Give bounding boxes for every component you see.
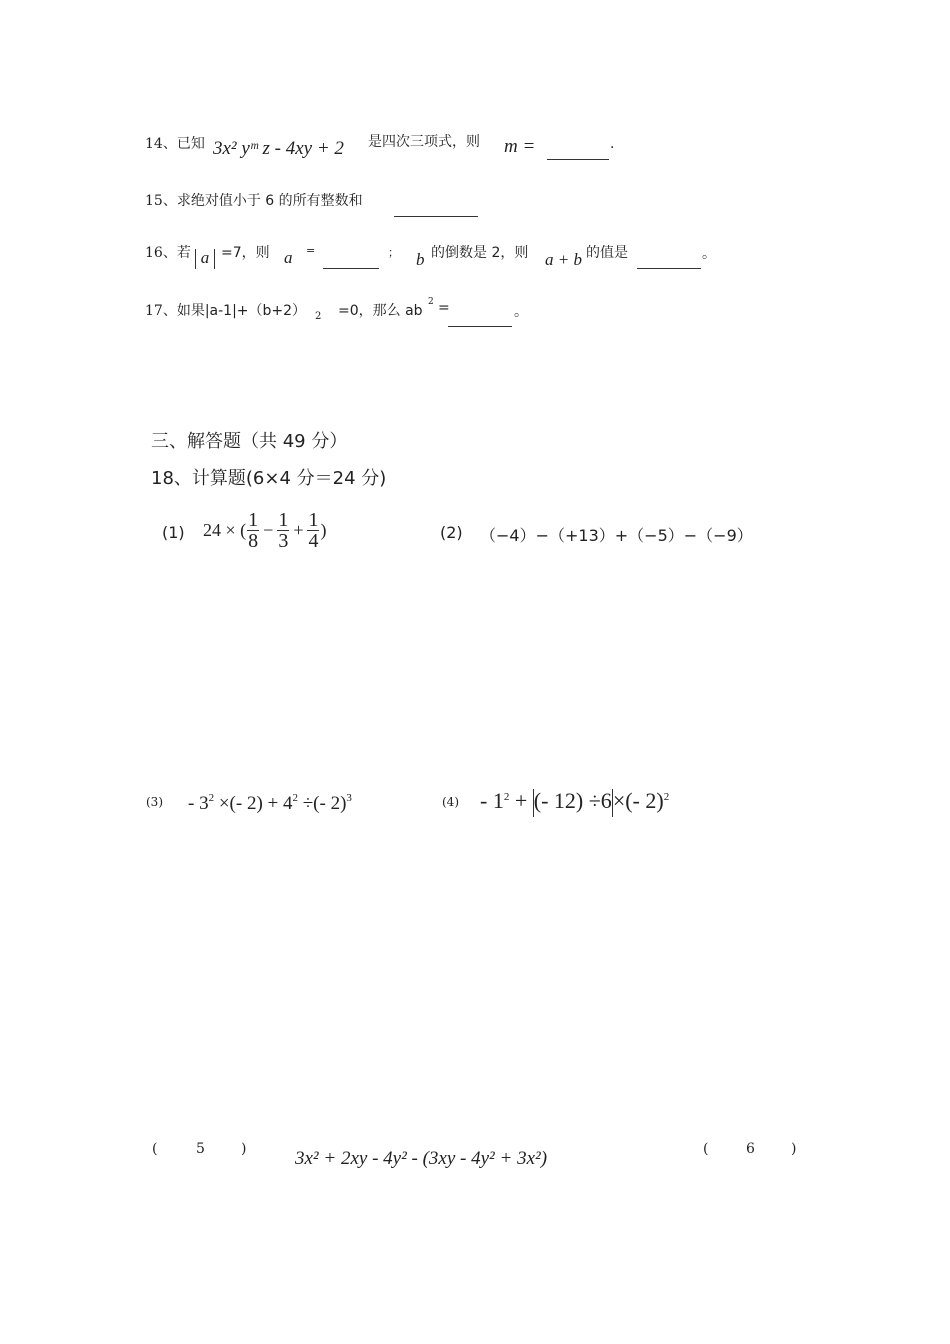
part-1-label: (1) xyxy=(162,523,185,542)
question-text: 求绝对值小于 6 的所有整数和 xyxy=(176,193,363,209)
term: - 1 xyxy=(480,788,504,813)
question-text: 若 xyxy=(176,245,191,261)
part-1-expression xyxy=(203,510,326,551)
exponent: 2 xyxy=(503,791,510,803)
period: 。 xyxy=(702,246,716,262)
denominator: 8 xyxy=(248,530,259,552)
semicolon: ； xyxy=(388,246,399,259)
variable-a: a xyxy=(200,248,210,267)
subscript-2: 2 xyxy=(315,311,322,322)
variable-a: a xyxy=(284,248,293,267)
section-title: 三、解答题（共 49 分） xyxy=(151,431,348,452)
operator-plus: + xyxy=(514,788,528,813)
close-paren: ) xyxy=(320,520,327,540)
exponent: 2 xyxy=(292,792,298,804)
fraction-1-8 xyxy=(247,510,259,551)
exponent: 2 xyxy=(208,792,215,804)
question-18-title: 18、计算题(6×4 分＝24 分) xyxy=(151,468,387,489)
answer-blank[interactable] xyxy=(394,205,478,224)
question-number: 14、 xyxy=(145,136,177,152)
period: . xyxy=(610,136,615,152)
superscript-2: 2 xyxy=(428,297,434,307)
question-text: 如果|a-1|+（b+2） xyxy=(176,303,307,319)
question-text: 的倒数是 2，则 xyxy=(431,245,529,261)
term: - 3 xyxy=(188,793,209,814)
denominator: 3 xyxy=(278,530,289,552)
question-number: 15、 xyxy=(145,193,177,209)
part-5-expression: 3x² + 2xy - 4y² - (3xy - 4y² + 3x²) xyxy=(295,1148,548,1169)
answer-blank-a[interactable] xyxy=(323,257,379,276)
question-text: 已知 xyxy=(176,136,205,152)
polynomial-expression: 3x² yᵐ z - 4xy + 2 xyxy=(213,138,344,159)
fraction-1-4 xyxy=(307,510,319,551)
term: (- 12) ÷6 xyxy=(533,788,612,813)
question-text: =7，则 xyxy=(221,245,270,261)
question-text: 的值是 xyxy=(586,245,628,261)
operator-minus: − xyxy=(263,520,274,540)
abs-bar-left xyxy=(195,249,196,269)
variable-m: m = xyxy=(504,136,536,157)
part-3-expression xyxy=(188,792,352,815)
fraction-1-3 xyxy=(277,510,289,551)
question-14 xyxy=(145,133,205,153)
part-2-label: (2) xyxy=(440,523,463,542)
variable-b: b xyxy=(416,250,425,269)
answer-blank[interactable] xyxy=(547,148,609,167)
part-6-label-close: ) xyxy=(791,1141,797,1157)
part-4-expression xyxy=(480,788,669,817)
numerator: 1 xyxy=(278,509,289,531)
part-5-label-open: ( xyxy=(152,1141,158,1157)
question-17 xyxy=(145,300,306,320)
answer-blank[interactable] xyxy=(448,315,512,334)
part-2-expression: （−4）−（+13）+（−5）−（−9） xyxy=(480,526,753,545)
equals-sign: = xyxy=(306,244,316,257)
part-5-number: 5 xyxy=(196,1141,205,1157)
question-number: 16、 xyxy=(145,245,177,261)
question-number: 17、 xyxy=(145,303,177,319)
answer-blank-sum[interactable] xyxy=(637,257,701,276)
period: 。 xyxy=(514,304,528,320)
numerator: 1 xyxy=(308,509,319,531)
term: ×(- 2) + 4 xyxy=(218,793,293,814)
part-4-label: (4) xyxy=(442,795,459,809)
part-3-label: (3) xyxy=(146,795,163,809)
absolute-value-a xyxy=(195,247,215,269)
part-6-label-open: ( xyxy=(703,1141,709,1157)
abs-bar-right xyxy=(214,249,215,269)
term: ×(- 2) xyxy=(612,788,664,813)
part-5-label-close: ) xyxy=(241,1141,247,1157)
exponent: 3 xyxy=(346,792,352,804)
numerator: 1 xyxy=(248,509,259,531)
question-16 xyxy=(145,242,191,262)
sum-a-plus-b: a + b xyxy=(545,250,582,269)
term: ÷(- 2) xyxy=(302,793,347,814)
question-text: =0，那么 ab xyxy=(338,303,423,319)
question-15 xyxy=(145,190,363,210)
part-6-number: 6 xyxy=(746,1141,755,1157)
denominator: 4 xyxy=(308,530,319,552)
equals-sign: = xyxy=(438,300,450,316)
lead-term: 24 × ( xyxy=(203,520,247,540)
operator-plus: + xyxy=(293,520,304,540)
exponent: 2 xyxy=(663,791,670,803)
question-text: 是四次三项式，则 xyxy=(368,134,480,150)
